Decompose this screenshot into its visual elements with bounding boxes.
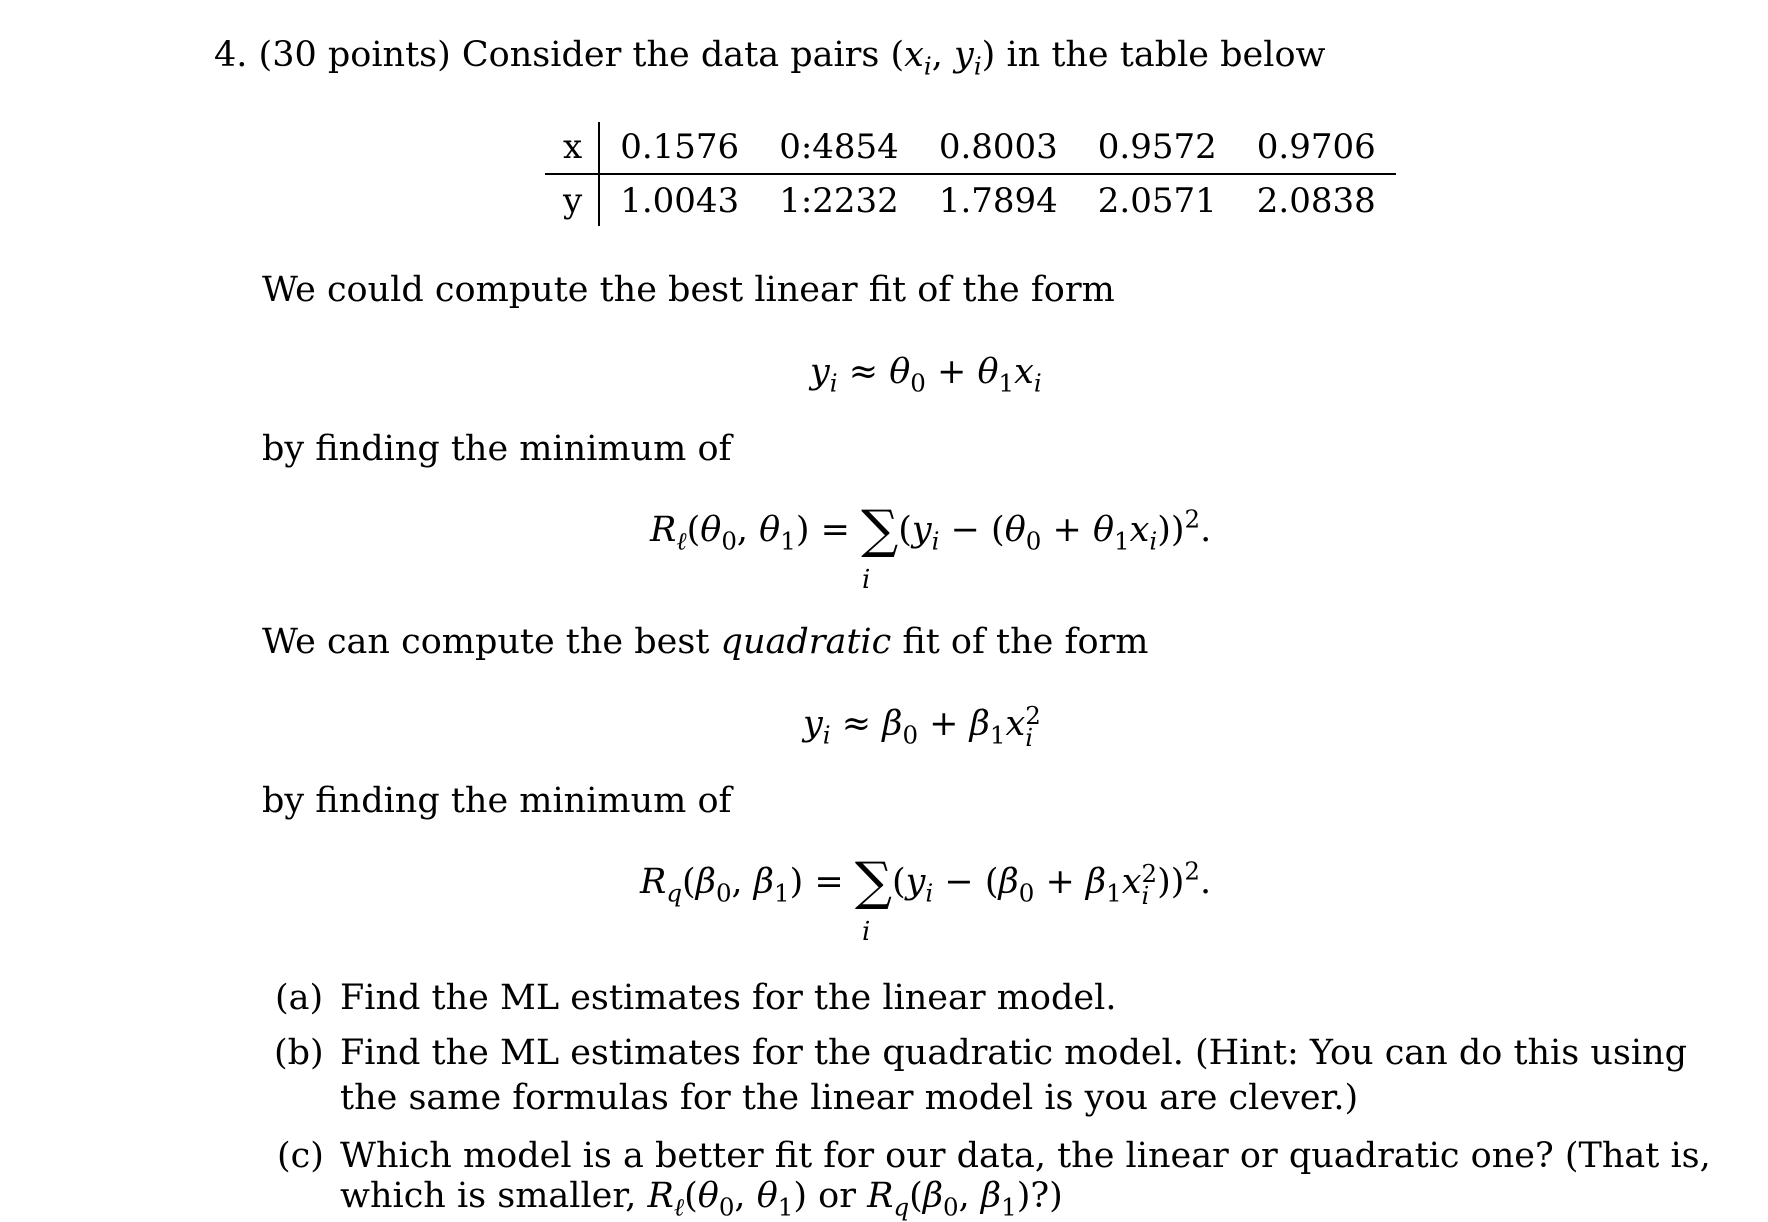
table-row-x [545, 122, 1396, 174]
item-c-or: or [818, 1176, 856, 1216]
table-cell: 0.8003 [919, 122, 1078, 174]
item-c-risk-linear: $R_\ell(\theta_0$, $\theta_1$) [647, 1176, 808, 1222]
table-cell: 2.0838 [1256, 181, 1376, 221]
quadratic-intro-after: fit of the form [902, 622, 1149, 662]
table-cell: 0:4854 [759, 122, 919, 174]
item-b-label: (b) [274, 1033, 324, 1073]
table-row-y [545, 174, 1396, 226]
table-cell: 0.1576 [599, 122, 759, 174]
problem-intro-end: in the table below [1006, 35, 1326, 75]
item-b-line-2: the same formulas for the linear model is you are clever.) [340, 1078, 1359, 1118]
linear-risk-equation: $R_\ell(\theta_0$, $\theta_1) = \sum(y_i - (\theta_0 + \theta_1x_i))^2$. [650, 500, 1212, 561]
item-c-label: (c) [277, 1136, 324, 1176]
quadratic-intro [262, 622, 1149, 662]
quadratic-emphasis: quadratic [720, 622, 892, 662]
table-cell: 2.0571 [1097, 181, 1217, 221]
problem-heading [214, 35, 1326, 81]
sum-index: i [862, 917, 871, 947]
minimum-intro-1: by finding the minimum of [262, 429, 732, 469]
item-c-risk-quadratic: $R_q(\beta_0$, $\beta_1$)?) [867, 1176, 1063, 1222]
item-c-line-2-text: which is smaller, [340, 1176, 637, 1216]
data-pair-notation: ($x_i$, $y_i$) [890, 35, 996, 81]
item-c-line-2 [340, 1176, 1063, 1222]
row-label: x [545, 122, 599, 174]
quadratic-model-equation: $y_i \approx \beta_0 + \beta_1x$ 2 i [803, 700, 1041, 753]
item-b-line-1: Find the ML estimates for the quadratic model. (Hint: You can do this using [340, 1033, 1687, 1073]
table-cell: 1.7894 [938, 181, 1058, 221]
problem-intro: Consider the data pairs [461, 35, 880, 75]
linear-intro: We could compute the best linear fit of the form [262, 270, 1115, 310]
item-a-text: Find the ML estimates for the linear model. [340, 978, 1117, 1018]
quadratic-risk-equation: $R_q(\beta_0$, $\beta_1) = \sum(y_i - (\beta_0 + \beta_1x$ 2 i ))$^2$. [640, 852, 1212, 913]
linear-model-equation: $y_i \approx \theta_0 + \theta_1x_i$ [810, 352, 1042, 398]
minimum-intro-2: by finding the minimum of [262, 781, 732, 821]
table-cell: 1:2232 [779, 181, 899, 221]
data-table [545, 122, 1396, 226]
row-label: y [545, 174, 599, 226]
table-cell: 0.9706 [1237, 122, 1396, 174]
table-cell: 1.0043 [620, 181, 740, 221]
item-a-label: (a) [275, 978, 324, 1018]
problem-number: 4. [214, 35, 248, 75]
problem-points: (30 points) [258, 35, 451, 75]
item-c-line-1: Which model is a better fit for our data, the linear or quadratic one? (That is, [340, 1136, 1711, 1176]
quadratic-intro-before: We can compute the best [262, 622, 710, 662]
table-cell: 0.9572 [1078, 122, 1237, 174]
sum-index: i [862, 565, 871, 595]
